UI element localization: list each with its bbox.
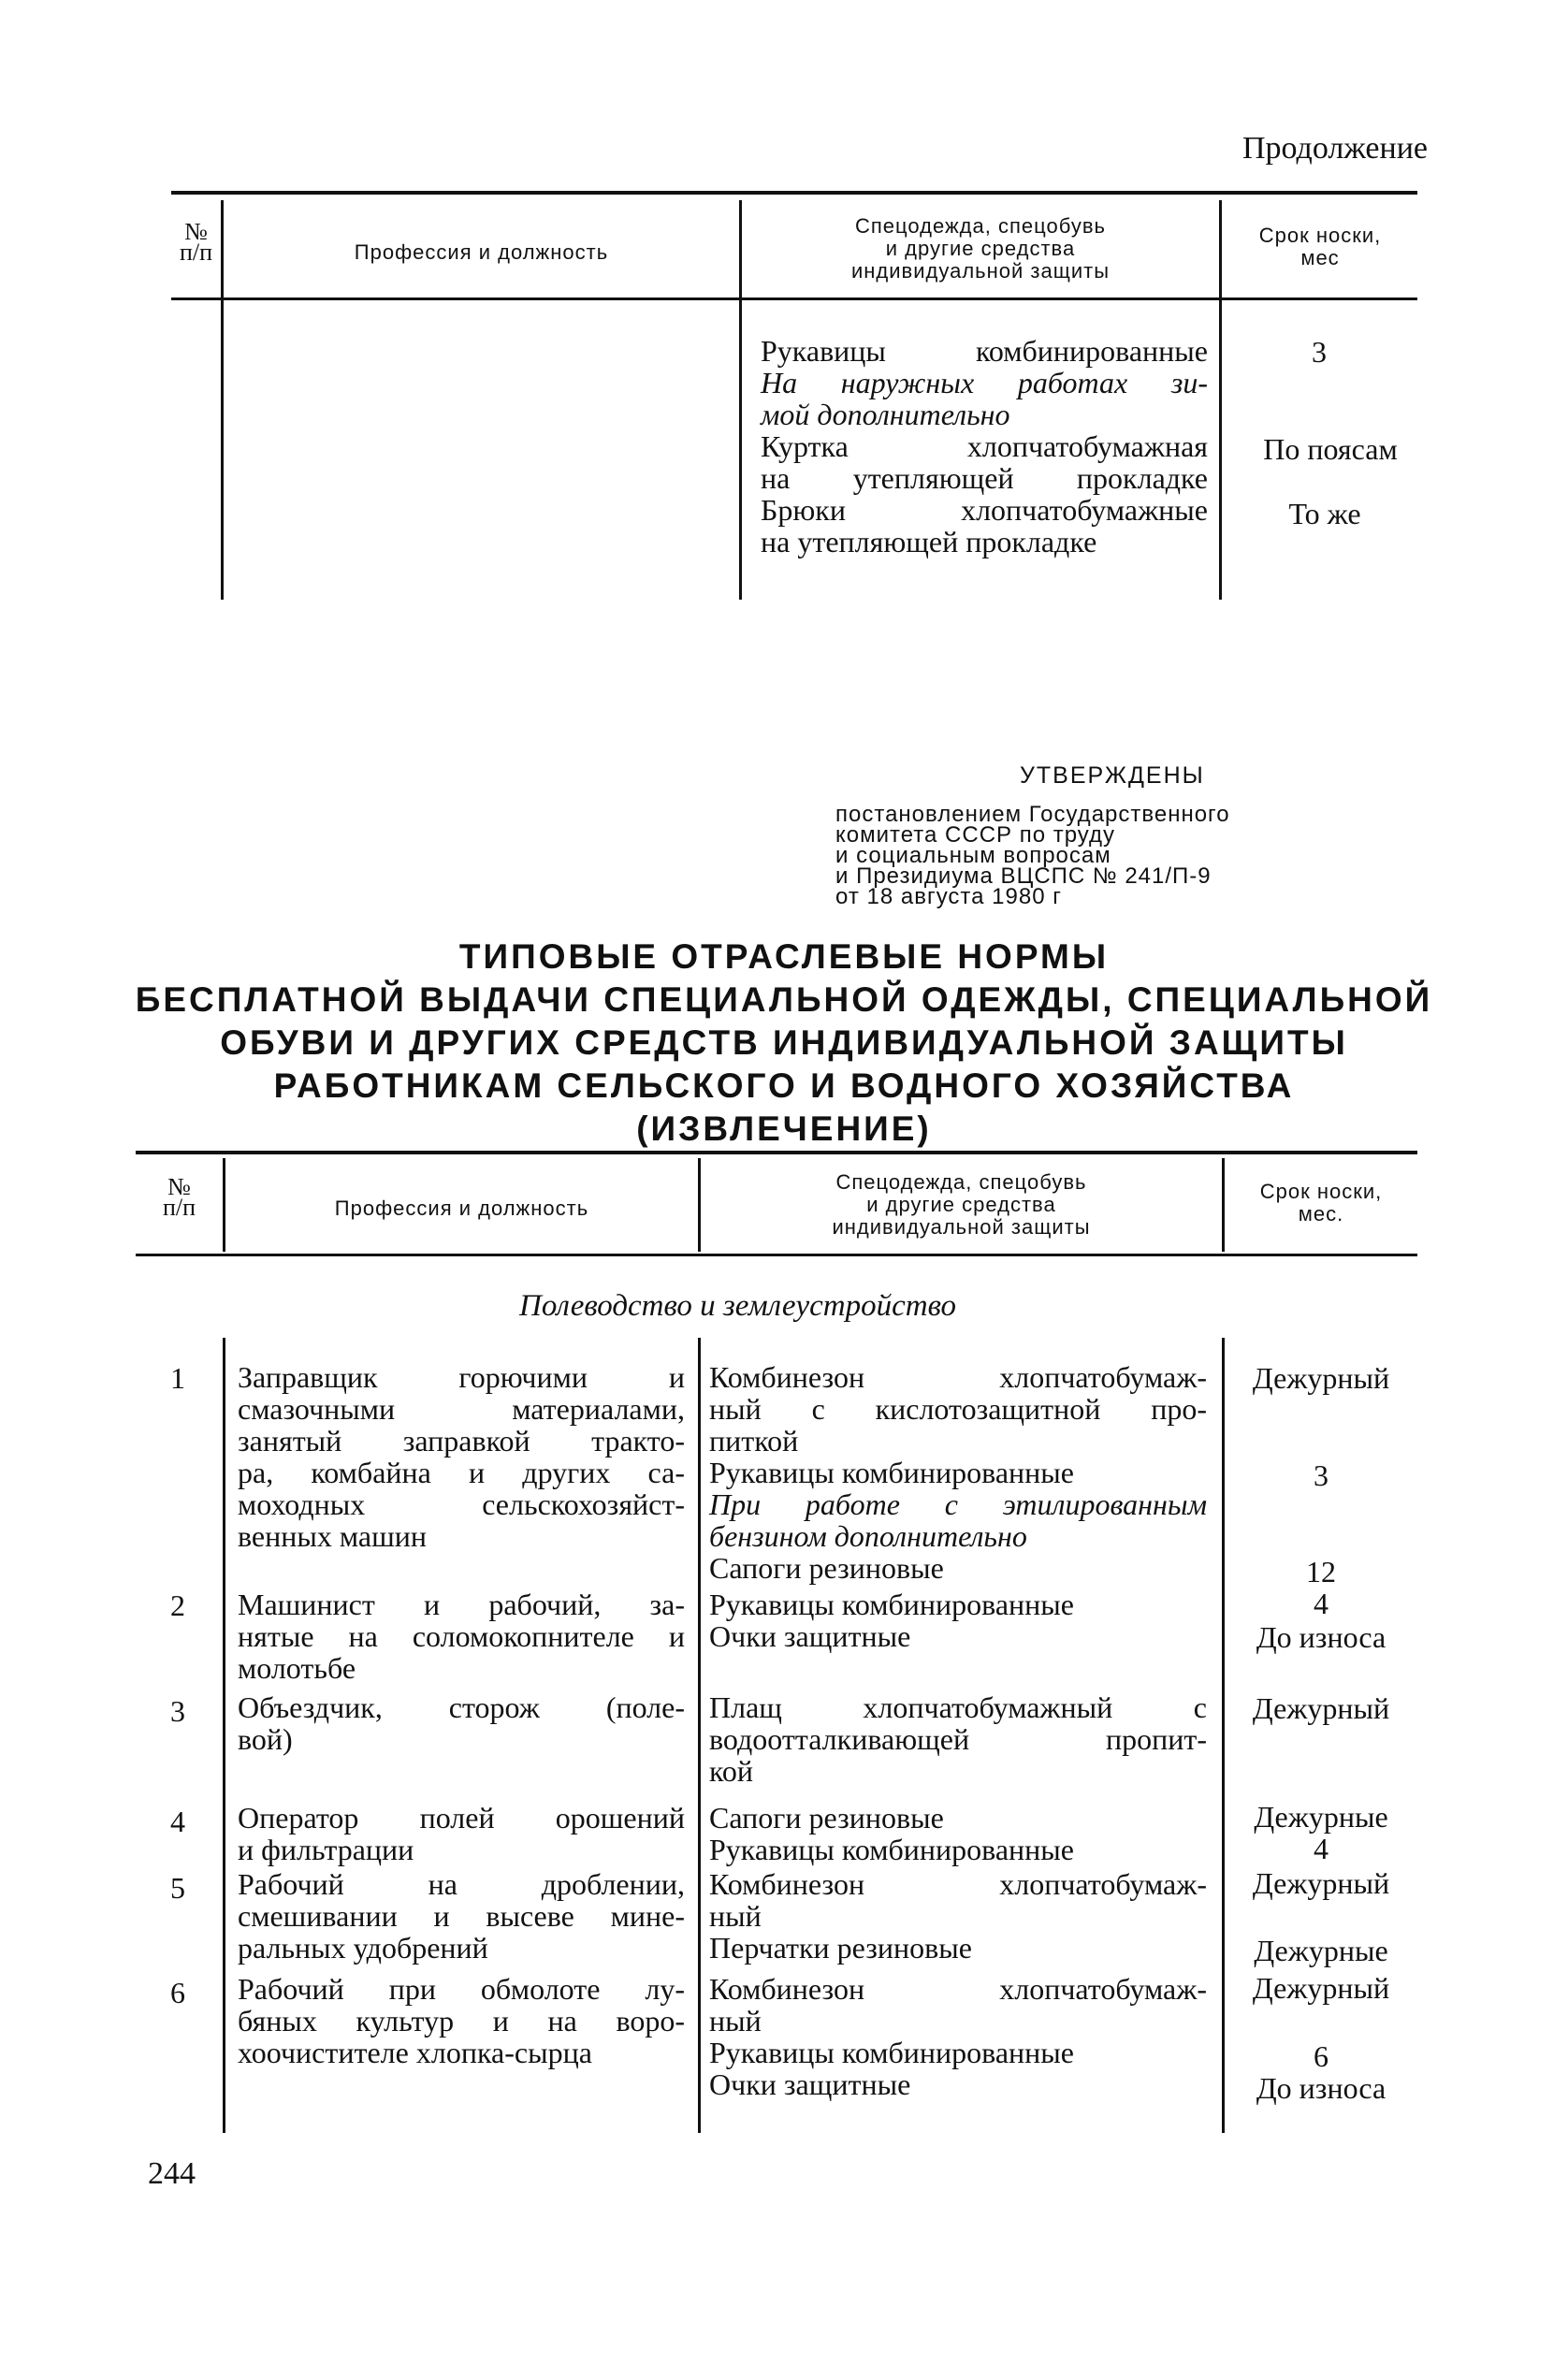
profession-line: смазочными материалами,	[238, 1392, 685, 1426]
col-equipment-line3: индивидуальной защиты	[832, 1215, 1091, 1239]
table1-col-num-header	[171, 218, 221, 266]
approved-text	[835, 802, 1230, 909]
row-4-term-1: Дежурные	[1254, 1800, 1388, 1834]
profession-line: бяных культур и на воро-	[238, 2004, 685, 2038]
equipment-line: Очки защитные	[709, 2067, 911, 2101]
row-5-equipment	[709, 1868, 1207, 1964]
profession-line: смешивании и высеве мине-	[238, 1899, 685, 1933]
row-1-profession	[238, 1361, 685, 1552]
equipment-line: кой	[709, 1754, 754, 1788]
table1-body-divider-2	[739, 300, 742, 600]
page-number: 244	[148, 2156, 196, 2191]
table2-col-equipment-header	[701, 1171, 1222, 1239]
row-6-equipment	[709, 1973, 1207, 2100]
row-2-equipment	[709, 1588, 1207, 1652]
equipment-line: водоотталкивающей пропит-	[709, 1722, 1207, 1756]
table1-body-divider-3	[1219, 300, 1222, 600]
row-3-profession	[238, 1691, 685, 1755]
col-equipment-line1: Спецодежда, спецобувь	[835, 1170, 1087, 1194]
cont-row-1-term: 3	[1312, 335, 1327, 369]
table1-top-rule	[171, 191, 1417, 195]
row-3-term-1: Дежурный	[1252, 1691, 1390, 1725]
profession-line: Заправщик горючими и	[238, 1360, 685, 1394]
profession-line: вой)	[238, 1722, 293, 1756]
col-num-abbr: п/п	[179, 239, 213, 266]
table1-header-bottom-rule	[171, 297, 1417, 300]
row-1-term-3: 12	[1306, 1555, 1336, 1588]
col-term-line2: мес	[1300, 246, 1340, 269]
table2-body-divider-3	[1222, 1338, 1225, 2133]
row-6-profession	[238, 1973, 685, 2068]
profession-line: Машинист и рабочий, за-	[238, 1588, 685, 1621]
equipment-line: Плащ хлопчатобумажный с	[709, 1690, 1207, 1724]
profession-line: Рабочий на дроблении,	[238, 1867, 685, 1901]
col-term-line2: мес.	[1298, 1202, 1344, 1226]
equipment-line: Рукавицы комбинированные	[709, 1588, 1074, 1621]
table2-body-divider-2	[698, 1338, 701, 2133]
row-4-term-2: 4	[1314, 1832, 1328, 1865]
row-4-number: 4	[170, 1805, 185, 1838]
equipment-line: Перчатки резиновые	[709, 1931, 972, 1965]
row-2-number: 2	[170, 1588, 185, 1622]
approved-line: комитета СССР по труду	[835, 822, 1115, 848]
doc-title-line-5: (ИЗВЛЕЧЕНИЕ)	[636, 1109, 932, 1148]
equipment-note-line: При работе с этилированным	[709, 1487, 1207, 1521]
profession-line: занятый заправкой тракто-	[238, 1424, 685, 1458]
approved-line: постановлением Государственного	[835, 802, 1230, 827]
col-num-symbol: №	[167, 1173, 191, 1200]
row-1-number: 1	[170, 1361, 185, 1395]
profession-line: хоочистителе хлопка-сырца	[238, 2036, 592, 2069]
row-1-term-1: Дежурный	[1252, 1361, 1390, 1395]
approved-title: УТВЕРЖДЕНЫ	[1020, 762, 1205, 789]
row-6-term-1: Дежурный	[1252, 1971, 1390, 2005]
cont-row-2-term: По поясам	[1263, 432, 1398, 466]
profession-line: и фильтрации	[238, 1833, 414, 1866]
table2-col-term-header	[1225, 1181, 1417, 1226]
profession-line: моходных сельскохозяйст-	[238, 1487, 685, 1521]
equipment-line: Сапоги резиновые	[709, 1801, 944, 1835]
equipment-line: Комбинезон хлопчатобумаж-	[709, 1867, 1207, 1901]
profession-line: Оператор полей орошений	[238, 1801, 685, 1835]
row-4-profession	[238, 1802, 685, 1865]
equipment-line: ный с кислотозащитной про-	[709, 1392, 1207, 1426]
col-equipment-line2: и другие средства	[866, 1193, 1056, 1216]
profession-line: Объездчик, сторож (поле-	[238, 1690, 685, 1724]
approved-line: и социальным вопросам	[835, 843, 1111, 868]
row-5-profession	[238, 1868, 685, 1964]
equipment-note-line: бензином дополнительно	[709, 1519, 1027, 1553]
table1-col-equipment-header	[742, 215, 1219, 283]
table1-col-term-header	[1222, 225, 1418, 269]
equipment-line: на утепляющей прокладке	[761, 525, 1097, 558]
equipment-line: на утепляющей прокладке	[761, 461, 1208, 495]
equipment-line: Рукавицы комбинированные	[709, 1833, 1074, 1866]
equipment-note-line: мой дополнительно	[761, 398, 1010, 431]
row-6-term-3: До износа	[1256, 2071, 1387, 2105]
table1-col-profession-header: Профессия и должность	[354, 240, 609, 264]
col-equipment-line2: и другие средства	[885, 237, 1076, 260]
doc-title-line-4: РАБОТНИКАМ СЕЛЬСКОГО И ВОДНОГО ХОЗЯЙСТВА	[273, 1066, 1295, 1105]
table2-top-rule	[136, 1151, 1417, 1154]
col-equipment-line1: Спецодежда, спецобувь	[855, 214, 1106, 238]
table2-col-num-header	[136, 1173, 223, 1221]
section-title: Полеводство и землеустройство	[519, 1289, 956, 1323]
profession-line: нятые на соломокопнителе и	[238, 1619, 685, 1653]
doc-title-line-1: ТИПОВЫЕ ОТРАСЛЕВЫЕ НОРМЫ	[458, 937, 1110, 976]
equipment-note-line: На наружных работах зи-	[761, 366, 1208, 399]
col-term-line1: Срок носки,	[1259, 1180, 1383, 1203]
continuation-label: Продолжение	[1241, 131, 1428, 166]
doc-title-line-2: БЕСПЛАТНОЙ ВЫДАЧИ СПЕЦИАЛЬНОЙ ОДЕЖДЫ, СПЕЦИАЛЬНОЙ	[135, 980, 1433, 1019]
row-2-profession	[238, 1588, 685, 1684]
row-3-equipment	[709, 1691, 1207, 1787]
profession-line: ральных удобрений	[238, 1931, 488, 1965]
doc-title-line-3: ОБУВИ И ДРУГИХ СРЕДСТВ ИНДИВИДУАЛЬНОЙ ЗАЩИТЫ	[220, 1023, 1348, 1062]
row-6-number: 6	[170, 1976, 185, 2009]
col-num-symbol: №	[184, 218, 208, 245]
equipment-line: Очки защитные	[709, 1619, 911, 1653]
row-1-term-2: 3	[1314, 1458, 1328, 1492]
equipment-line: питкой	[709, 1424, 799, 1458]
col-equipment-line3: индивидуальной защиты	[850, 259, 1111, 283]
table2-body-divider-1	[223, 1338, 225, 2133]
equipment-line: Рукавицы комбинированные	[709, 2036, 1074, 2069]
profession-line: молотьбе	[238, 1651, 356, 1685]
row-5-term-2: Дежурные	[1254, 1934, 1388, 1967]
table2-header-bottom-rule	[136, 1254, 1417, 1256]
equipment-line: Куртка хлопчатобумажная	[761, 429, 1208, 463]
equipment-line: Рукавицы комбинированные	[709, 1456, 1074, 1489]
col-term-line1: Срок носки,	[1258, 224, 1382, 247]
equipment-line: ный	[709, 2004, 762, 2038]
row-6-term-2: 6	[1314, 2039, 1328, 2073]
cont-row-3-term: То же	[1288, 497, 1361, 530]
equipment-line: Комбинезон хлопчатобумаж-	[709, 1360, 1207, 1394]
row-2-term-2: До износа	[1256, 1620, 1387, 1654]
row-1-equipment	[709, 1361, 1207, 1584]
profession-line: ра, комбайна и других са-	[238, 1456, 685, 1489]
row-2-term-1: 4	[1314, 1587, 1328, 1620]
equipment-line: Брюки хлопчатобумажные	[761, 493, 1208, 527]
profession-line: Рабочий при обмолоте лу-	[238, 1972, 685, 2006]
cont-row-1-equipment	[761, 335, 1208, 558]
row-3-number: 3	[170, 1694, 185, 1728]
profession-line: венных машин	[238, 1519, 427, 1553]
table2-col-profession-header: Профессия и должность	[334, 1197, 589, 1220]
equipment-line: ный	[709, 1899, 762, 1933]
approved-line: от 18 августа 1980 г	[835, 884, 1062, 909]
row-5-term-1: Дежурный	[1252, 1866, 1390, 1900]
row-4-equipment	[709, 1802, 1207, 1865]
equipment-line: Сапоги резиновые	[709, 1551, 944, 1585]
equipment-line: Комбинезон хлопчатобумаж-	[709, 1972, 1207, 2006]
equipment-line: Рукавицы комбинированные	[761, 334, 1208, 368]
approved-line: и Президиума ВЦСПС № 241/П-9	[835, 863, 1212, 889]
col-num-abbr: п/п	[162, 1194, 196, 1221]
table1-body-divider-1	[221, 300, 224, 600]
row-5-number: 5	[170, 1871, 185, 1905]
